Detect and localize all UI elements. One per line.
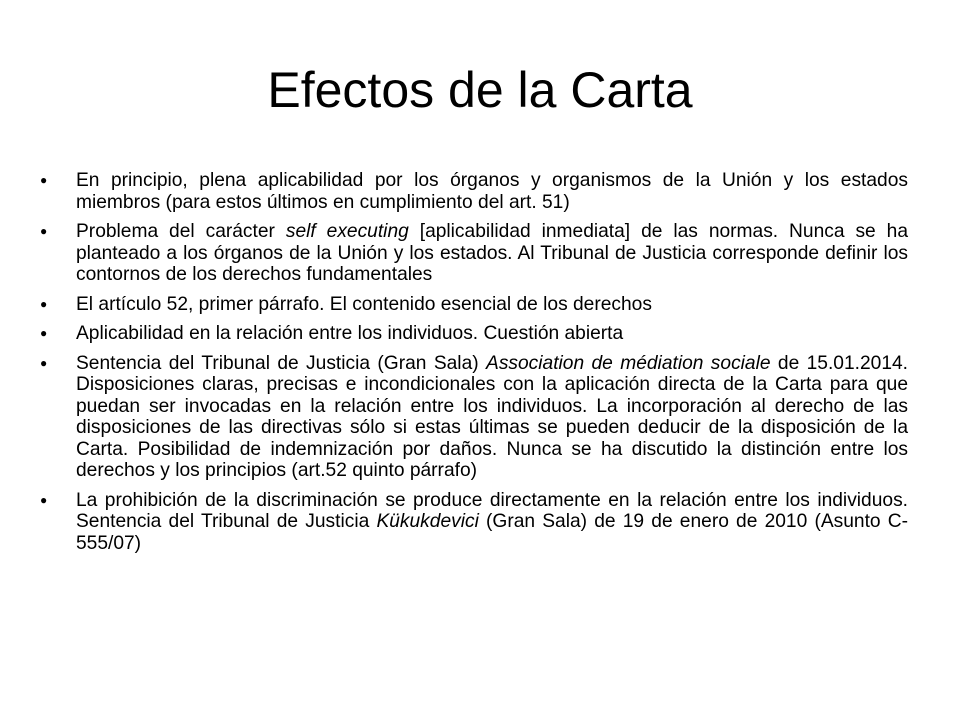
bullet-dot-icon: ● — [40, 355, 48, 370]
bullet-dot-icon: ● — [40, 173, 48, 187]
bullet-dot-icon: ● — [40, 224, 48, 238]
bullet-text: La prohibición de la discriminación se produce directamente en la relación entre los individuos. Sentencia del Tribunal de Justicia — [76, 489, 908, 532]
bullet-item — [40, 221, 908, 286]
bullet-list — [40, 170, 908, 562]
bullet-text: Problema del carácter — [76, 221, 286, 242]
bullet-dot-icon: ● — [40, 296, 48, 311]
bullet-item — [40, 170, 908, 213]
bullet-item — [40, 490, 908, 555]
bullet-text: Sentencia del Tribunal de Justicia (Gran Sala) — [76, 352, 487, 374]
bullet-dot-icon: ● — [40, 326, 48, 340]
bullet-text: (Gran Sala) de 19 de enero de 2010 (Asunto C-555/07) — [76, 511, 909, 554]
bullet-text: [aplicabilidad inmediata] de las normas. Nunca se ha planteado a los órganos de la Unión y los estados. Al Tribunal de Justicia corresponde definir los contornos de los derechos fundamentales — [76, 221, 909, 285]
bullet-text-italic: Association de médiation sociale — [486, 352, 771, 374]
bullet-dot-icon: ● — [40, 492, 48, 507]
slide-title: Efectos de la Carta — [267, 62, 693, 118]
bullet-text-italic: self executing — [285, 221, 409, 242]
bullet-item — [40, 353, 908, 482]
bullet-text: de 15.01.2014. Disposiciones claras, precisas e incondicionales con la aplicación directa de la Carta para que puedan ser invocadas en la relación entre los individuos. La incorporación al derecho de las disposiciones de las directivas sólo si estas últimas se pueden deducir de la disposición de la Carta. Posibilidad de indemnización por daños. Nunca se ha discutido la distinción entre los derechos y los principios (art.52 quinto párrafo) — [76, 352, 908, 481]
bullet-item — [40, 294, 908, 316]
bullet-text: Aplicabilidad en la relación entre los individuos. Cuestión abierta — [76, 323, 624, 344]
bullet-text-italic: Kükukdevici — [376, 511, 479, 532]
bullet-text: El artículo 52, primer párrafo. El contenido esencial de los derechos — [76, 293, 652, 315]
bullet-text: En principio, plena aplicabilidad por los órganos y organismos de la Unión y los estados miembros (para estos últimos en cumplimiento del art. 51) — [76, 170, 908, 213]
bullet-item — [40, 323, 908, 345]
